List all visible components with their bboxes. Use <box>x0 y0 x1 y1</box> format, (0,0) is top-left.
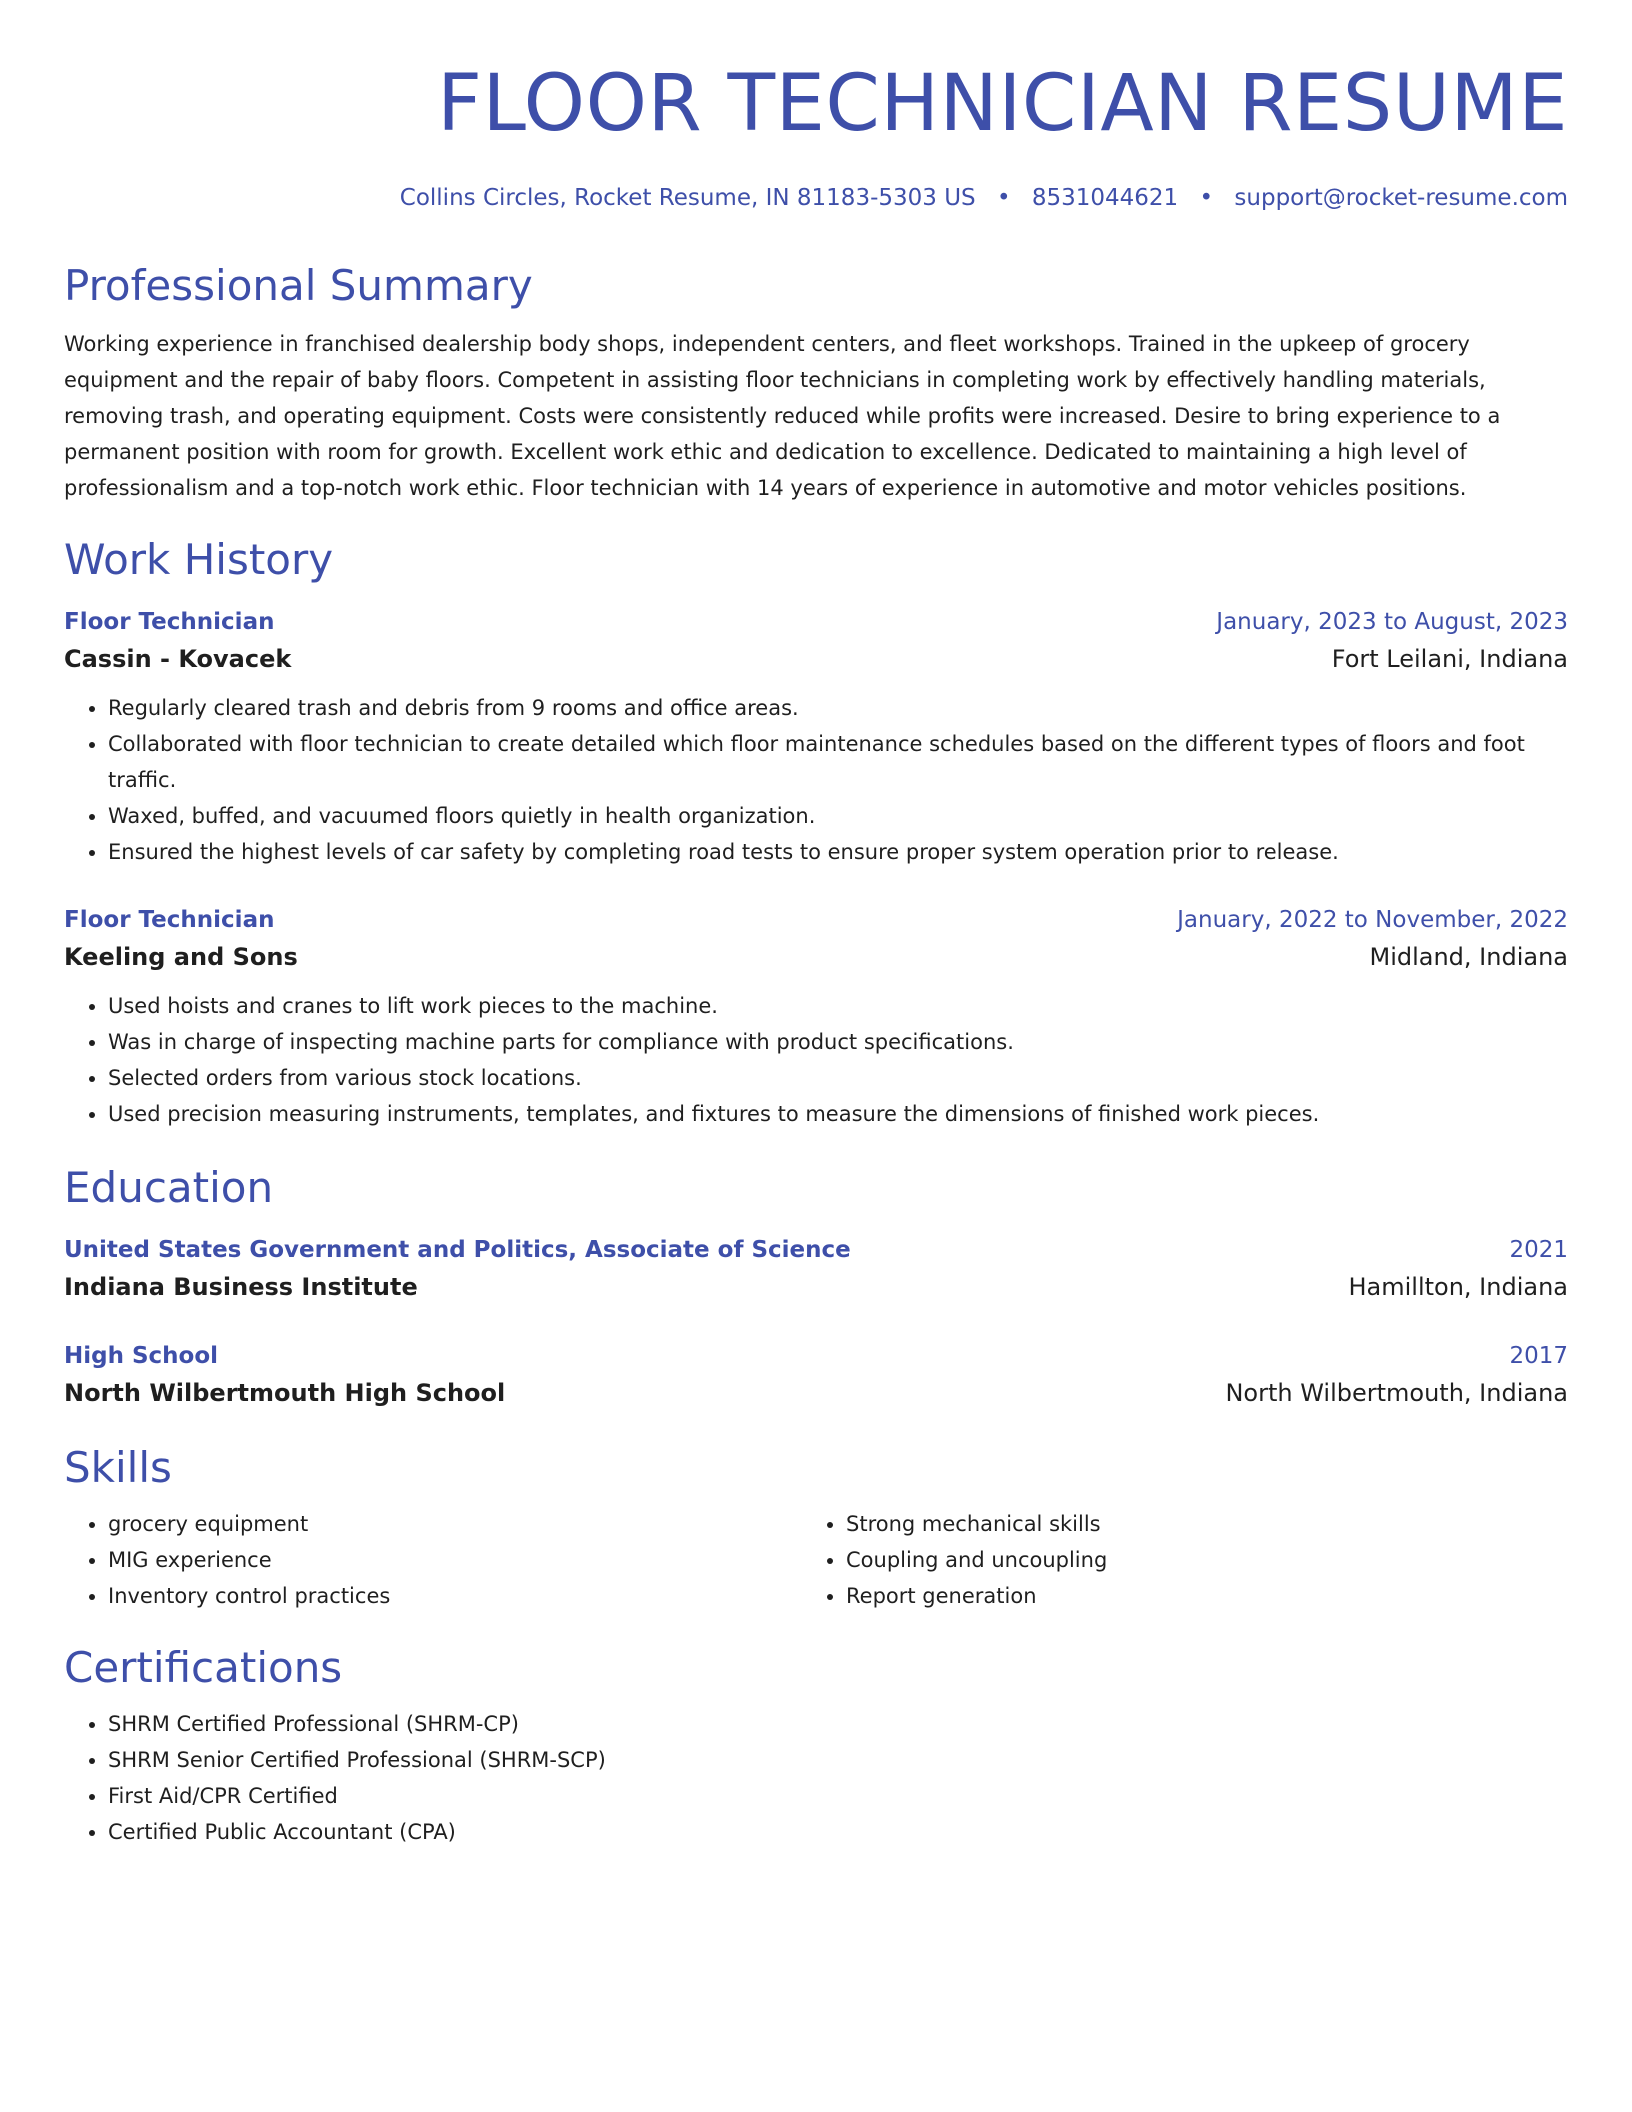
education-degree: United States Government and Politics, Associate of Science <box>64 1237 851 1263</box>
certifications-heading: Certifications <box>64 1643 343 1692</box>
education-location: Hamillton, Indiana <box>1348 1273 1568 1301</box>
job-header-row <box>64 604 1568 640</box>
certification-item: • First Aid/CPR Certified <box>108 1778 1568 1814</box>
skills-grid <box>64 1506 1568 1614</box>
education-school-row <box>64 1268 1568 1306</box>
job-bullet: • Regularly cleared trash and debris from 9 rooms and office areas. <box>108 690 1568 726</box>
skills-column-right <box>802 1506 1540 1614</box>
contact-line <box>64 182 1568 214</box>
job-location: Midland, Indiana <box>1369 943 1568 971</box>
job-bullets <box>64 690 1568 870</box>
job-title: Floor Technician <box>64 907 275 933</box>
contact-phone: 8531044621 <box>1031 185 1179 211</box>
education-header-row <box>64 1338 1568 1374</box>
certification-item: • SHRM Certified Professional (SHRM-CP) <box>108 1706 1568 1742</box>
education-location: North Wilbertmouth, Indiana <box>1225 1379 1568 1407</box>
summary-text: Working experience in franchised dealership body shops, independent centers, and fleet workshops. Trained in the upkeep of grocery equipment and the repair of baby floors. Competent in assisting floor technicians in completing work by effectively handling materials, removing trash, and operating equipment. Costs were consistently reduced while profits were increased. Desire to bring experience to a permanent position with room for growth. Excellent work ethic and dedication to excellence. Dedicated to maintaining a high level of professionalism and a top-notch work ethic. Floor technician with 14 years of experience in automotive and motor vehicles positions. <box>64 332 1501 500</box>
job-entry <box>64 604 1568 870</box>
job-bullet: • Ensured the highest levels of car safety by completing road tests to ensure proper system operation prior to release. <box>108 834 1568 870</box>
job-bullet: • Used hoists and cranes to lift work pieces to the machine. <box>108 988 1568 1024</box>
skill-item: • MIG experience <box>108 1542 802 1578</box>
job-bullet: • Collaborated with floor technician to create detailed which floor maintenance schedules based on the different types of floors and foot traffic. <box>108 726 1568 798</box>
education-section <box>64 1162 1568 1412</box>
certification-item: • SHRM Senior Certified Professional (SHRM-SCP) <box>108 1742 1568 1778</box>
job-company: Cassin - Kovacek <box>64 645 292 673</box>
job-company-row <box>64 640 1568 678</box>
job-company-row <box>64 938 1568 976</box>
job-company: Keeling and Sons <box>64 943 298 971</box>
job-bullet: • Used precision measuring instruments, templates, and fixtures to measure the dimensions of finished work pieces. <box>108 1096 1568 1132</box>
job-bullets <box>64 988 1568 1132</box>
contact-address: Collins Circles, Rocket Resume, IN 81183-5303 US <box>399 185 976 211</box>
education-entry <box>64 1232 1568 1306</box>
summary-heading: Professional Summary <box>64 261 533 310</box>
skill-item: • Report generation <box>846 1578 1540 1614</box>
education-year: 2017 <box>1509 1343 1568 1369</box>
contact-email: support@rocket-resume.com <box>1234 185 1568 211</box>
education-degree: High School <box>64 1343 219 1369</box>
job-dates: January, 2023 to August, 2023 <box>1216 609 1568 635</box>
education-header-row <box>64 1232 1568 1268</box>
job-bullet: • Waxed, buffed, and vacuumed floors quietly in health organization. <box>108 798 1568 834</box>
job-title: Floor Technician <box>64 609 275 635</box>
resume-title: FLOOR TECHNICIAN RESUME <box>437 59 1568 149</box>
skills-column-left <box>64 1506 802 1614</box>
work-history-heading: Work History <box>64 535 334 584</box>
contact-separator: • <box>996 185 1011 211</box>
education-entry <box>64 1338 1568 1412</box>
job-dates: January, 2022 to November, 2022 <box>1177 907 1568 933</box>
certification-item: • Certified Public Accountant (CPA) <box>108 1814 1568 1850</box>
skill-item: • Coupling and uncoupling <box>846 1542 1540 1578</box>
certifications-list <box>64 1706 1568 1850</box>
job-header-row <box>64 902 1568 938</box>
contact-separator: • <box>1199 185 1214 211</box>
education-year: 2021 <box>1509 1237 1568 1263</box>
skills-heading: Skills <box>64 1443 172 1492</box>
work-history-section <box>64 534 1568 1132</box>
skill-item: • Inventory control practices <box>108 1578 802 1614</box>
skill-item: • grocery equipment <box>108 1506 802 1542</box>
job-bullet: • Selected orders from various stock locations. <box>108 1060 1568 1096</box>
education-school: Indiana Business Institute <box>64 1273 418 1301</box>
skill-item: • Strong mechanical skills <box>846 1506 1540 1542</box>
certifications-section <box>64 1642 1568 1850</box>
job-entry <box>64 902 1568 1132</box>
education-school-row <box>64 1374 1568 1412</box>
job-location: Fort Leilani, Indiana <box>1331 645 1568 673</box>
summary-section <box>64 260 1568 506</box>
education-school: North Wilbertmouth High School <box>64 1379 506 1407</box>
job-bullet: • Was in charge of inspecting machine parts for compliance with product specifications. <box>108 1024 1568 1060</box>
education-heading: Education <box>64 1163 274 1212</box>
skills-section <box>64 1442 1568 1614</box>
